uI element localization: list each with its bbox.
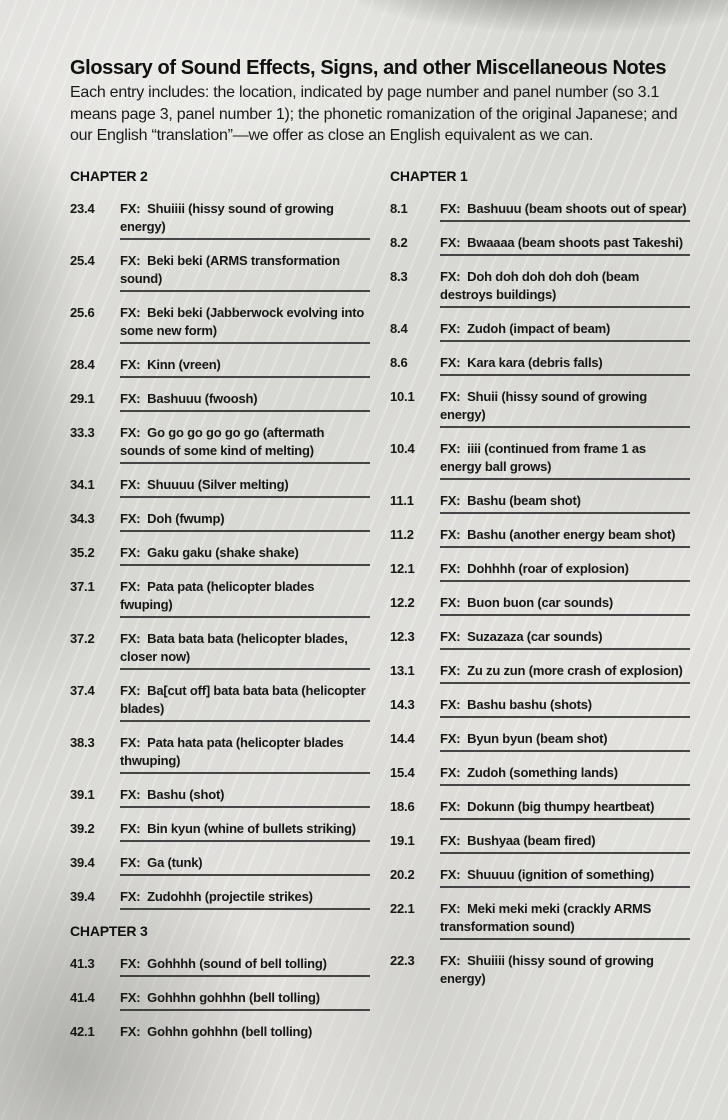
entry-fx-text: FX: Bashuuu (beam shoots out of spear)	[440, 200, 690, 222]
glossary-entry	[70, 820, 370, 842]
entry-fx-text: FX: Bin kyun (whine of bullets striking)	[120, 820, 370, 842]
glossary-entry	[390, 354, 690, 376]
entry-location: 37.1	[70, 578, 95, 594]
entry-location: 14.3	[390, 696, 415, 712]
entry-location: 20.2	[390, 866, 415, 882]
entry-fx-text: FX: iiii (continued from frame 1 as energy ball grows)	[440, 440, 690, 480]
entry-fx-text: FX: Beki beki (Jabberwock evolving into some new form)	[120, 304, 370, 344]
entry-location: 34.1	[70, 476, 95, 492]
entry-fx-text: FX: Gohhn gohhhn (bell tolling)	[120, 1023, 313, 1039]
entry-location: 37.2	[70, 630, 95, 646]
entry-location: 19.1	[390, 832, 415, 848]
glossary-entry	[390, 798, 690, 820]
chapter-entries	[70, 200, 370, 910]
chapter-section	[70, 167, 370, 910]
glossary-entry	[70, 356, 370, 378]
glossary-entry	[70, 1023, 370, 1045]
glossary-entry	[390, 696, 690, 718]
glossary-entry	[390, 628, 690, 650]
entry-fx-text: FX: Bashu (shot)	[120, 786, 370, 808]
entry-location: 18.6	[390, 798, 415, 814]
entry-fx-text: FX: Shuuuu (ignition of something)	[440, 866, 690, 888]
entry-fx-text: FX: Zudohhh (projectile strikes)	[120, 888, 370, 910]
glossary-entry	[390, 594, 690, 616]
glossary-entry	[70, 304, 370, 344]
chapter-section	[390, 167, 690, 992]
entry-fx-text: FX: Bashu (another energy beam shot)	[440, 526, 690, 548]
glossary-entry	[70, 200, 370, 240]
entry-fx-text: FX: Bashu bashu (shots)	[440, 696, 690, 718]
entry-fx-text: FX: Gohhhh (sound of bell tolling)	[120, 955, 370, 977]
chapter-entries	[70, 955, 370, 1045]
page-title: Glossary of Sound Effects, Signs, and other Miscellaneous Notes	[70, 57, 667, 79]
entry-fx-text: FX: Kinn (vreen)	[120, 356, 370, 378]
entry-fx-text: FX: Pata hata pata (helicopter blades thwuping)	[120, 734, 370, 774]
entry-fx-text: FX: Shuuuu (Silver melting)	[120, 476, 370, 498]
entry-location: 38.3	[70, 734, 95, 750]
chapter-header: CHAPTER 2	[70, 167, 148, 184]
entry-location: 22.3	[390, 952, 415, 968]
chapter-header: CHAPTER 3	[70, 922, 148, 939]
glossary-entry	[70, 955, 370, 977]
entry-location: 41.3	[70, 955, 95, 971]
entry-location: 25.4	[70, 252, 95, 268]
glossary-entry	[390, 388, 690, 428]
entry-fx-text: FX: Ga (tunk)	[120, 854, 370, 876]
intro-paragraph: Each entry includes: the location, indicated by page number and panel number (so 3.1 means page 3, panel number 1); the phonetic romanization of the original Japanese; and our English “translation”—we offer as close an English equivalent as we can.	[70, 84, 678, 144]
entry-fx-text: FX: Bata bata bata (helicopter blades, closer now)	[120, 630, 370, 670]
glossary-entry	[390, 268, 690, 308]
entry-fx-text: FX: Bashuuu (fwoosh)	[120, 390, 370, 412]
entry-fx-text: FX: Ba[cut off] bata bata bata (helicopter blades)	[120, 682, 370, 722]
entry-fx-text: FX: Bashu (beam shot)	[440, 492, 690, 514]
entry-fx-text: FX: Go go go go go go (aftermath sounds of some kind of melting)	[120, 424, 370, 464]
entry-location: 8.3	[390, 268, 408, 284]
glossary-entry	[390, 764, 690, 786]
entry-location: 8.2	[390, 234, 408, 250]
glossary-entry	[390, 662, 690, 684]
entry-fx-text: FX: Pata pata (helicopter blades fwuping)	[120, 578, 370, 618]
entry-location: 15.4	[390, 764, 415, 780]
entry-location: 42.1	[70, 1023, 95, 1039]
entry-fx-text: FX: Bwaaaa (beam shoots past Takeshi)	[440, 234, 690, 256]
glossary-entry	[390, 952, 690, 992]
entry-location: 8.4	[390, 320, 408, 336]
glossary-entry	[70, 476, 370, 498]
glossary-entry	[70, 854, 370, 876]
glossary-entry	[390, 560, 690, 582]
entry-fx-text: FX: Bushyaa (beam fired)	[440, 832, 690, 854]
entry-fx-text: FX: Dohhhh (roar of explosion)	[440, 560, 690, 582]
glossary-column-left	[70, 167, 370, 1057]
entry-fx-text: FX: Zudoh (impact of beam)	[440, 320, 690, 342]
entry-location: 14.4	[390, 730, 415, 746]
glossary-entry	[70, 989, 370, 1011]
entry-location: 39.1	[70, 786, 95, 802]
entry-location: 41.4	[70, 989, 95, 1005]
entry-location: 29.1	[70, 390, 95, 406]
glossary-columns	[70, 167, 690, 1057]
entry-location: 10.4	[390, 440, 415, 456]
entry-location: 11.1	[390, 492, 414, 508]
glossary-entry	[390, 832, 690, 854]
glossary-entry	[390, 440, 690, 480]
entry-fx-text: FX: Shuiiii (hissy sound of growing energy)	[440, 952, 658, 986]
glossary-entry	[70, 786, 370, 808]
entry-location: 12.2	[390, 594, 415, 610]
entry-location: 25.6	[70, 304, 95, 320]
entry-fx-text: FX: Suzazaza (car sounds)	[440, 628, 690, 650]
entry-fx-text: FX: Meki meki meki (crackly ARMS transformation sound)	[440, 900, 690, 940]
glossary-entry	[70, 888, 370, 910]
entry-location: 10.1	[390, 388, 415, 404]
entry-fx-text: FX: Doh (fwump)	[120, 510, 370, 532]
glossary-entry	[70, 510, 370, 532]
glossary-entry	[70, 578, 370, 618]
chapter-header: CHAPTER 1	[390, 167, 468, 184]
entry-fx-text: FX: Beki beki (ARMS transformation sound)	[120, 252, 370, 292]
glossary-entry	[390, 866, 690, 888]
entry-fx-text: FX: Dokunn (big thumpy heartbeat)	[440, 798, 690, 820]
entry-fx-text: FX: Zu zu zun (more crash of explosion)	[440, 662, 690, 684]
glossary-entry	[390, 900, 690, 940]
glossary-entry	[70, 252, 370, 292]
glossary-entry	[390, 234, 690, 256]
glossary-entry	[390, 200, 690, 222]
entry-location: 8.1	[390, 200, 408, 216]
entry-fx-text: FX: Shuii (hissy sound of growing energy)	[440, 388, 690, 428]
entry-location: 12.1	[390, 560, 415, 576]
entry-location: 39.4	[70, 888, 95, 904]
entry-fx-text: FX: Gohhhn gohhhn (bell tolling)	[120, 989, 370, 1011]
glossary-entry	[70, 390, 370, 412]
entry-location: 37.4	[70, 682, 95, 698]
entry-fx-text: FX: Gaku gaku (shake shake)	[120, 544, 370, 566]
entry-location: 39.2	[70, 820, 95, 836]
entry-fx-text: FX: Doh doh doh doh doh (beam destroys buildings)	[440, 268, 690, 308]
entry-location: 11.2	[390, 526, 414, 542]
entry-location: 23.4	[70, 200, 95, 216]
entry-location: 34.3	[70, 510, 95, 526]
entry-location: 8.6	[390, 354, 408, 370]
glossary-entry	[390, 730, 690, 752]
glossary-entry	[390, 526, 690, 548]
entry-location: 33.3	[70, 424, 95, 440]
glossary-entry	[70, 630, 370, 670]
entry-location: 12.3	[390, 628, 415, 644]
chapter-section	[70, 922, 370, 1045]
glossary-entry	[70, 544, 370, 566]
entry-location: 22.1	[390, 900, 415, 916]
entry-location: 39.4	[70, 854, 95, 870]
glossary-entry	[70, 734, 370, 774]
entry-location: 28.4	[70, 356, 95, 372]
glossary-entry	[70, 682, 370, 722]
chapter-entries	[390, 200, 690, 992]
glossary-entry	[70, 424, 370, 464]
glossary-entry	[390, 320, 690, 342]
entry-location: 35.2	[70, 544, 95, 560]
entry-fx-text: FX: Buon buon (car sounds)	[440, 594, 690, 616]
glossary-column-right	[390, 167, 690, 1057]
glossary-entry	[390, 492, 690, 514]
entry-location: 13.1	[390, 662, 415, 678]
entry-fx-text: FX: Shuiiii (hissy sound of growing energy)	[120, 200, 370, 240]
entry-fx-text: FX: Kara kara (debris falls)	[440, 354, 690, 376]
entry-fx-text: FX: Zudoh (something lands)	[440, 764, 690, 786]
entry-fx-text: FX: Byun byun (beam shot)	[440, 730, 690, 752]
